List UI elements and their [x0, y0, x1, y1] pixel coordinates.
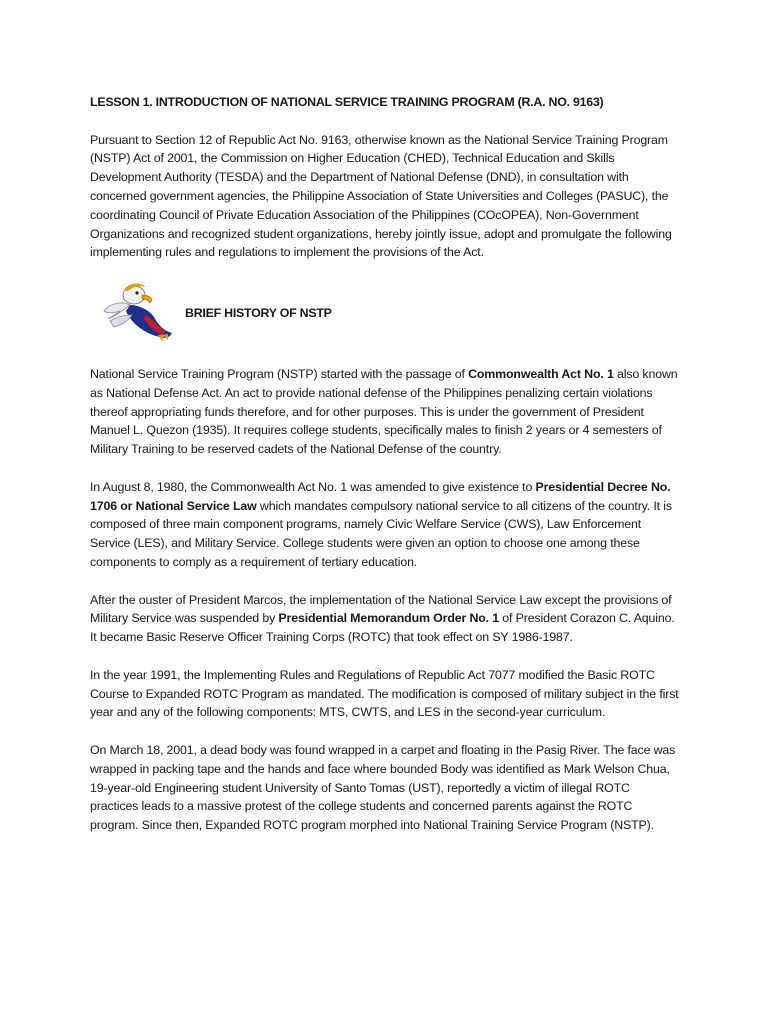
eagle-mascot-icon: [100, 281, 174, 341]
history-paragraph-2: In August 8, 1980, the Commonwealth Act No. 1 was amended to give existence to Presidential Decree No. 1706 or National Service Law which mandates compulsory national service to all citizens of the country. It is composed of three main component programs, namely Civic Welfare Service (CWS), Law Enforcement Service (LES), and Military Service. College students were given an option to choose one among these components to comply as a requirement of tertiary education.: [90, 479, 672, 569]
history-paragraph-3: After the ouster of President Marcos, the implementation of the National Service Law except the provisions of Military Service was suspended by Presidential Memorandum Order No. 1 of President Corazon C. Aquino. It became Basic Reserve Officer Training Corps (ROTC) that took effect on SY 1986-1987.: [90, 592, 675, 645]
history-paragraph-5: On March 18, 2001, a dead body was found wrapped in a carpet and floating in the Pasig River. The face was wrapped in packing tape and the hands and face where bounded Body was identified as Mark Welson Chua, 19-year-old Engineering student University of Santo Tomas (UST), reportedly a victim of illegal ROTC practices leads to a massive protest of the college students and concerned parents against the ROTC program. Since then, Expanded ROTC program morphed into National Training Service Program (NSTP).: [90, 742, 676, 833]
intro-paragraph: Pursuant to Section 12 of Republic Act No. 9163, otherwise known as the National Service Training Program (NSTP) Act of 2001, the Commission on Higher Education (CHED), Technical Education and Skills Development Authority (TESDA) and the Department of National Defense (DND), in consultation with concerned government agencies, the Philippine Association of State Universities and Colleges (PASUC), the coordinating Council of Private Education Association of the Philippines (COcOPEA), Non-Government Organizations and recognized student organizations, hereby jointly issue, adopt and promulgate the following implementing rules and regulations to implement the provisions of the Act.: [90, 132, 672, 260]
history-paragraph-1: National Service Training Program (NSTP) started with the passage of Commonwealth Act No. 1 also known as National Defense Act. An act to provide national defense of the Philippines penalizing certain violations thereof appropriating funds therefore, and for other purposes. This is under the government of President Manuel L. Quezon (1935). It requires college students, specifically males to finish 2 years or 4 semesters of Military Training to be reserved cadets of the National Defense of the country.: [90, 366, 678, 457]
lesson-title: LESSON 1. INTRODUCTION OF NATIONAL SERVICE TRAINING PROGRAM (R.A. NO. 9163): [90, 95, 604, 109]
history-section-title: BRIEF HISTORY OF NSTP: [185, 305, 332, 320]
document-body: [90, 93, 680, 854]
history-heading-row: [90, 281, 680, 345]
history-paragraph-4: In the year 1991, the Implementing Rules and Regulations of Republic Act 7077 modified the Basic ROTC Course to Expanded ROTC Program as mandated. The modification is composed of military subject in the first year and any of the following components: MTS, CWTS, and LES in the second-year curriculum.: [90, 667, 679, 720]
